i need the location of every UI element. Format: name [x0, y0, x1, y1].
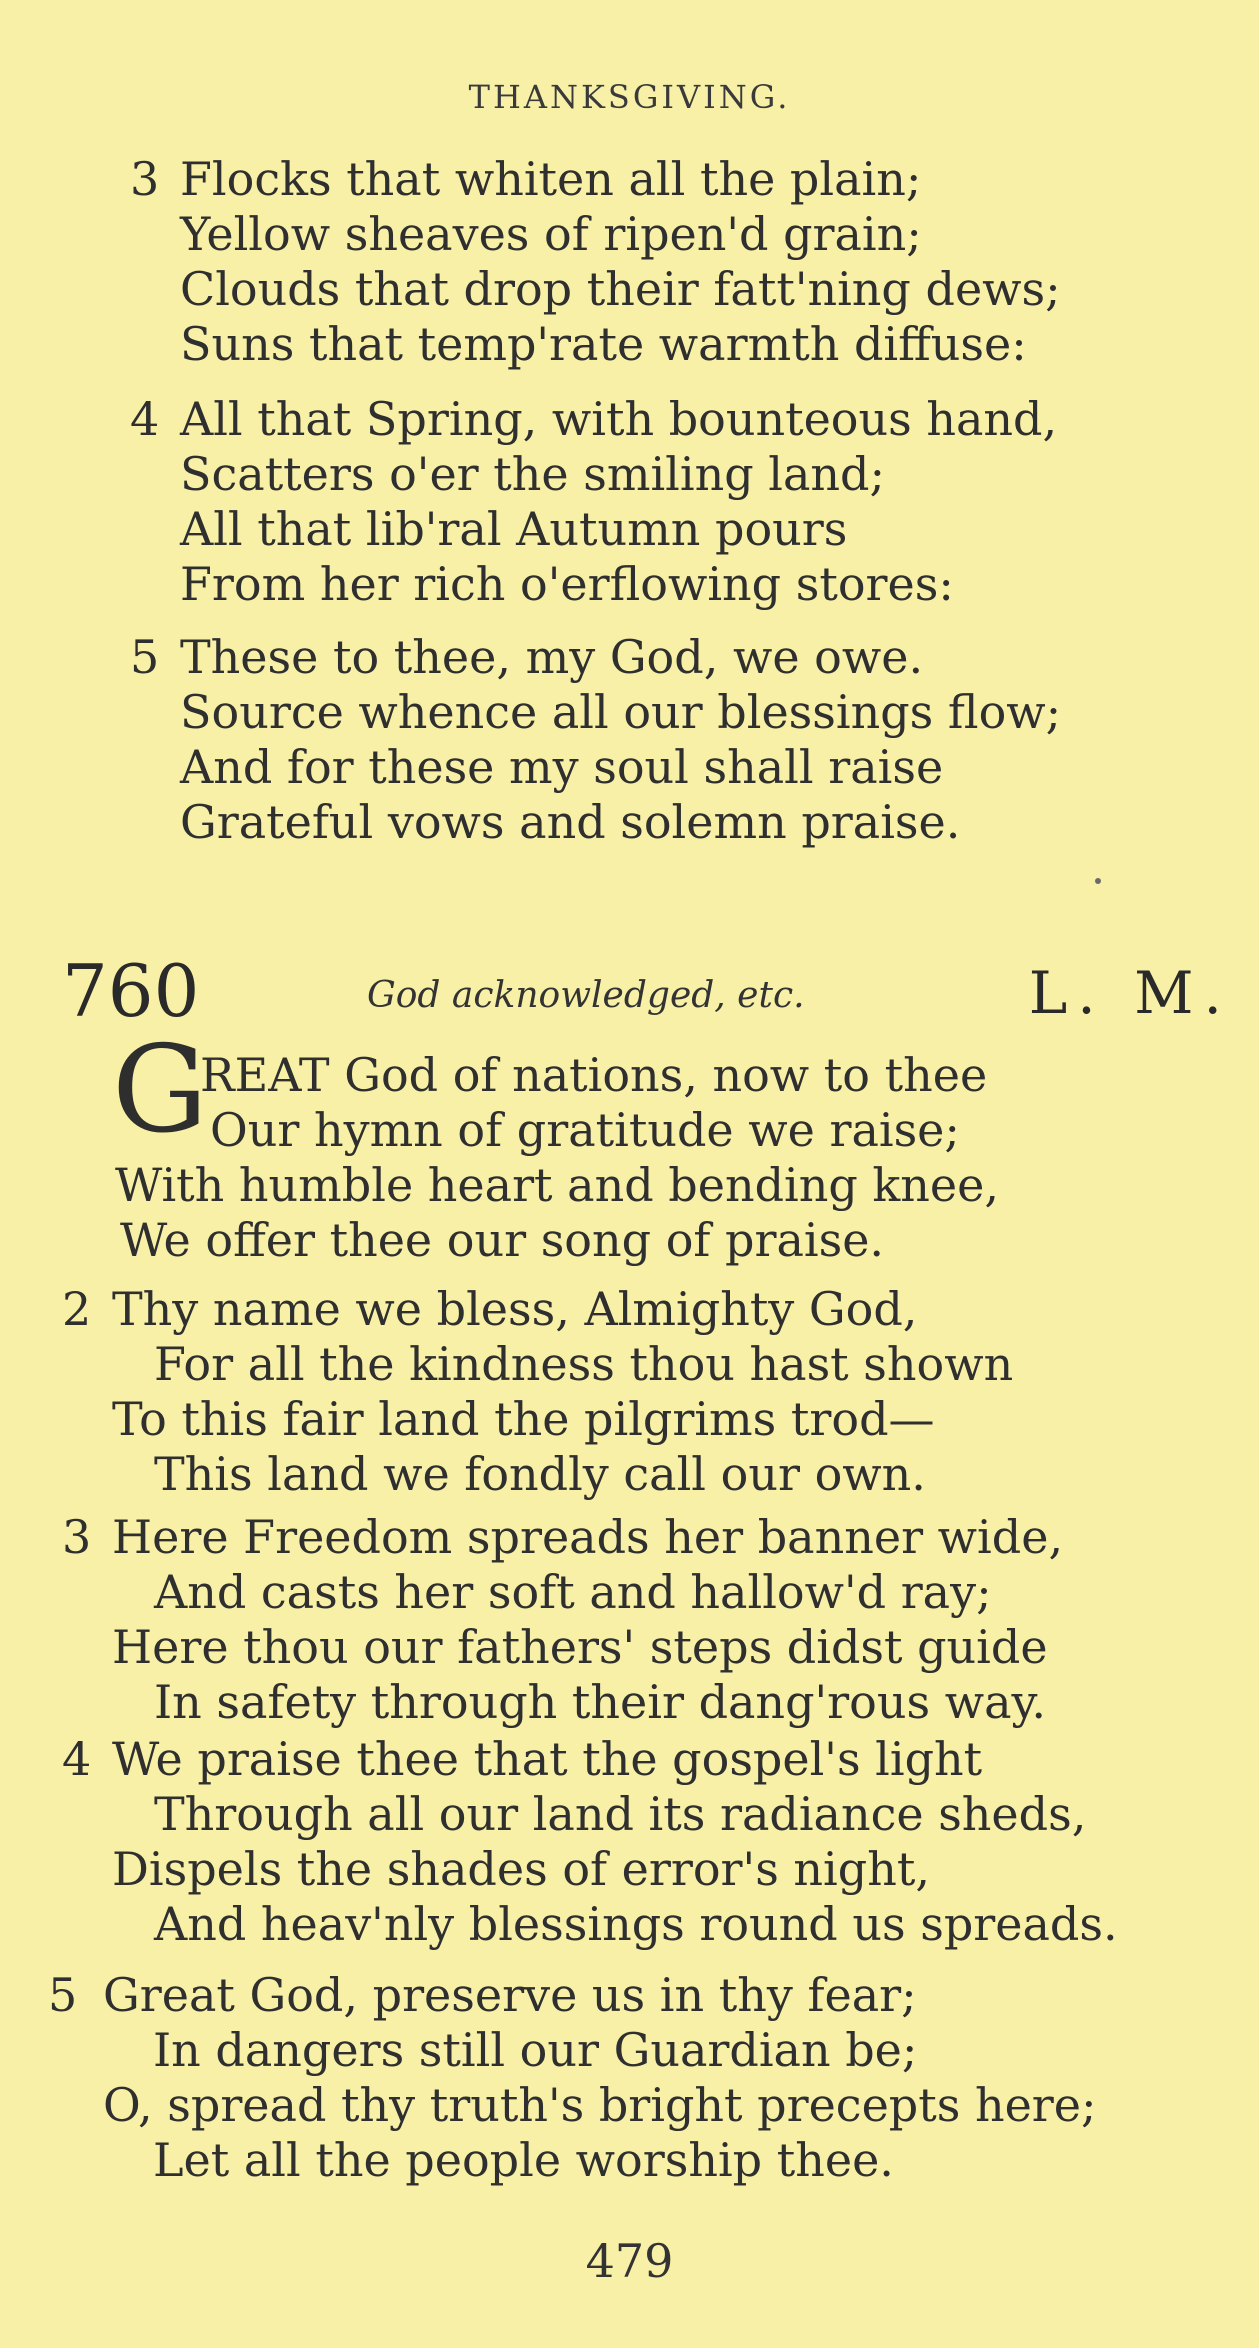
stanza-number: 5 [130, 630, 160, 684]
verse-line: For all the kindness thou hast shown [154, 1337, 1014, 1391]
verse-line: Great God, preserve us in thy fear; [103, 1968, 917, 2022]
verse-line: Flocks that whiten all the plain; [180, 152, 922, 206]
verse-line: With humble heart and bending knee, [115, 1158, 999, 1212]
verse-line: And for these my soul shall raise [180, 740, 944, 794]
stanza-number: 2 [62, 1282, 92, 1336]
verse-line: These to thee, my God, we owe. [180, 630, 924, 684]
verse-line: We offer thee our song of praise. [120, 1213, 885, 1267]
prev-stanza-3 [130, 152, 1061, 372]
hymn-meter: L. M. [1028, 959, 1232, 1027]
hymn-stanza-3 [62, 1510, 1063, 1730]
verse-line: And heav'nly blessings round us spreads. [154, 1897, 1118, 1951]
verse-line: Dispels the shades of error's night, [112, 1842, 930, 1896]
hymn-title: God acknowledged, etc. [367, 975, 805, 1016]
verse-line: Suns that temp'rate warmth diffuse: [180, 317, 1027, 371]
verse-line: REAT God of nations, now to thee [200, 1048, 988, 1102]
hymn-header [62, 949, 1232, 1035]
stanza-number: 4 [130, 392, 160, 446]
verse-line: This land we fondly call our own. [154, 1447, 926, 1501]
stanza-number: 3 [130, 152, 160, 206]
verse-line: Thy name we bless, Almighty God, [112, 1282, 918, 1336]
verse-line: Through all our land its radiance sheds, [154, 1787, 1087, 1841]
verse-line: Yellow sheaves of ripen'd grain; [180, 207, 922, 261]
verse-line: Let all the people worship thee. [153, 2133, 894, 2187]
verse-line: Here Freedom spreads her banner wide, [112, 1510, 1064, 1564]
ink-speck [1095, 878, 1101, 884]
running-head: THANKSGIVING. [468, 78, 791, 116]
prev-stanza-5 [130, 630, 1061, 850]
stanza-number: 4 [62, 1732, 92, 1786]
hymn-stanza-2 [62, 1282, 1013, 1502]
prev-stanza-4 [130, 392, 1057, 612]
verse-line: Grateful vows and solemn praise. [180, 795, 961, 849]
verse-line: From her rich o'erflowing stores: [180, 557, 954, 611]
verse-line: To this fair land the pilgrims trod— [112, 1392, 935, 1446]
verse-line: In safety through their dang'rous way. [154, 1675, 1046, 1729]
page-number: 479 [585, 2234, 674, 2288]
verse-line: O, spread thy truth's bright precepts here; [103, 2078, 1097, 2132]
hymn-stanza-1 [115, 1048, 999, 1268]
verse-line: All that lib'ral Autumn pours [180, 502, 848, 556]
verse-line: Here thou our fathers' steps didst guide [112, 1620, 1048, 1674]
verse-line: Clouds that drop their fatt'ning dews; [180, 262, 1061, 316]
verse-line: And casts her soft and hallow'd ray; [154, 1565, 992, 1619]
hymn-stanza-5 [48, 1968, 1097, 2188]
verse-line: All that Spring, with bounteous hand, [180, 392, 1058, 446]
drop-cap: G [112, 1021, 208, 1160]
stanza-number: 5 [48, 1968, 78, 2022]
stanza-number: 3 [62, 1510, 92, 1564]
verse-line: Source whence all our blessings flow; [180, 685, 1062, 739]
verse-line: Our hymn of gratitude we raise; [210, 1103, 960, 1157]
verse-line: Scatters o'er the smiling land; [180, 447, 886, 501]
verse-line: In dangers still our Guardian be; [153, 2023, 918, 2077]
verse-line: We praise thee that the gospel's light [112, 1732, 983, 1786]
hymn-stanza-4 [62, 1732, 1118, 1952]
hymn-number: 760 [62, 949, 200, 1033]
